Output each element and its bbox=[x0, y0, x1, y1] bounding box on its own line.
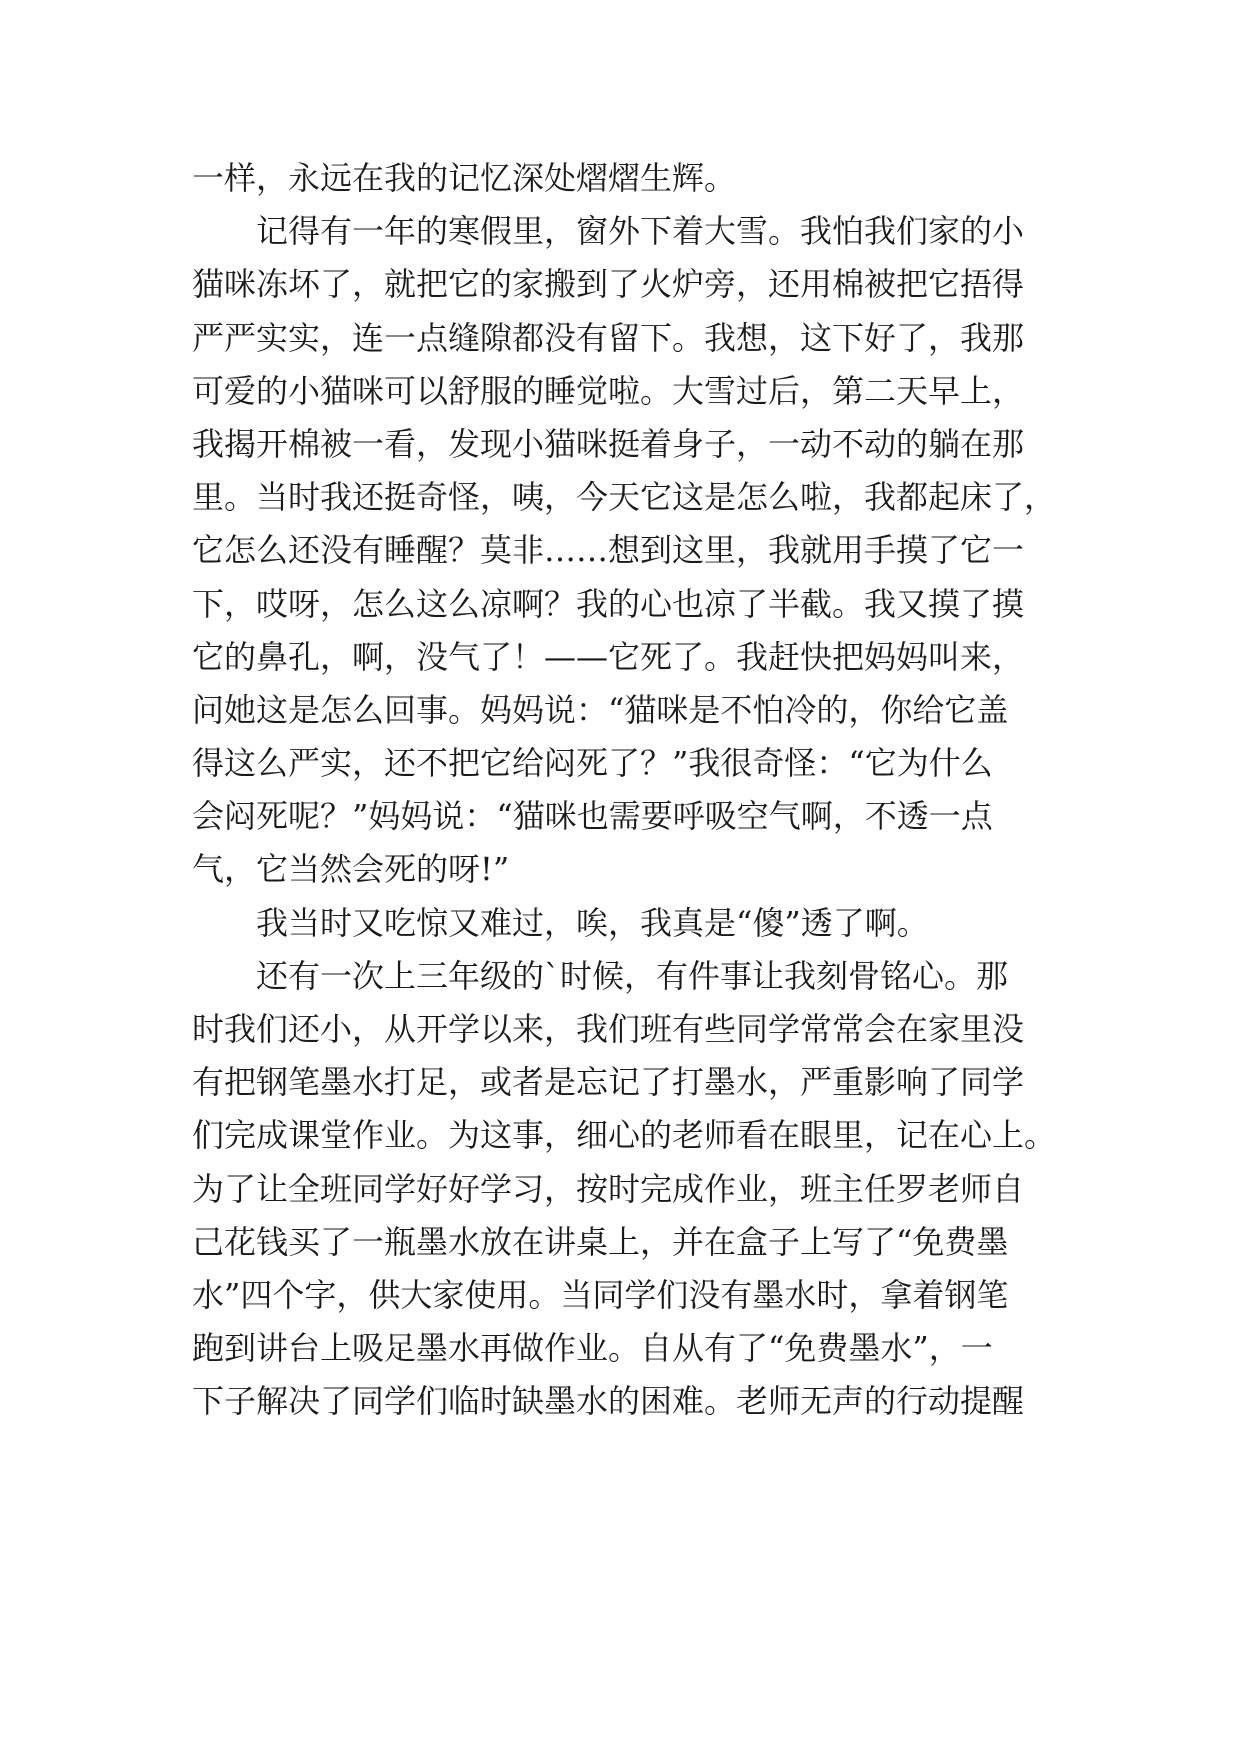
text-line: 可爱的小猫咪可以舒服的睡觉啦。大雪过后，第二天早上， bbox=[192, 371, 1025, 410]
text-line: 猫咪冻坏了，就把它的家搬到了火炉旁，还用棉被把它捂得 bbox=[192, 265, 1025, 304]
text-line: 严严实实，连一点缝隙都没有留下。我想，这下好了，我那 bbox=[192, 318, 1025, 357]
text-line: 时我们还小，从开学以来，我们班有些同学常常会在家里没 bbox=[192, 1010, 1025, 1048]
text-line: 里。当时我还挺奇怪，咦，今天它这是怎么啦，我都起床了， bbox=[192, 478, 1057, 517]
text-line: 问她这是怎么回事。妈妈说：“猫咪是不怕冷的，你给它盖 bbox=[192, 690, 1009, 729]
text-line: 我当时又吃惊又难过，唉，我真是“傻”透了啊。 bbox=[256, 903, 929, 942]
text-line: 会闷死呢？”妈妈说：“猫咪也需要呼吸空气啊，不透一点 bbox=[192, 797, 993, 836]
text-line: 得这么严实，还不把它给闷死了？”我很奇怪：“它为什么 bbox=[192, 744, 993, 783]
text-line: 水”四个字，供大家使用。当同学们没有墨水时，拿着钢笔 bbox=[192, 1275, 1009, 1314]
text-line: 有把钢笔墨水打足，或者是忘记了打墨水，严重影响了同学 bbox=[192, 1063, 1025, 1102]
text-line: 跑到讲台上吸足墨水再做作业。自从有了“免费墨水”，一 bbox=[192, 1329, 993, 1368]
text-line: 记得有一年的寒假里，窗外下着大雪。我怕我们家的小 bbox=[256, 212, 1025, 251]
text-line: 下，哎呀，怎么这么凉啊？我的心也凉了半截。我又摸了摸 bbox=[192, 584, 1025, 623]
text-line: 它怎么还没有睡醒？莫非……想到这里，我就用手摸了它一 bbox=[192, 531, 1025, 570]
text-line: 为了让全班同学好好学习，按时完成作业，班主任罗老师自 bbox=[192, 1169, 1025, 1208]
text-line: 它的鼻孔，啊，没气了！——它死了。我赶快把妈妈叫来， bbox=[192, 637, 1025, 676]
text-line: 下子解决了同学们临时缺墨水的困难。老师无声的行动提醒 bbox=[192, 1382, 1025, 1421]
text-line: 我揭开棉被一看，发现小猫咪挺着身子，一动不动的躺在那 bbox=[192, 424, 1025, 463]
text-line: 一样，永远在我的记忆深处熠熠生辉。 bbox=[192, 159, 737, 197]
text-line: 气，它当然会死的呀!” bbox=[192, 850, 510, 889]
body-text bbox=[192, 152, 1072, 1429]
text-line: 们完成课堂作业。为这事，细心的老师看在眼里，记在心上。 bbox=[192, 1116, 1057, 1155]
text-line: 还有一次上三年级的`时候，有件事让我刻骨铭心。那 bbox=[256, 956, 1009, 995]
text-line: 己花钱买了一瓶墨水放在讲桌上，并在盒子上写了“免费墨 bbox=[192, 1222, 1009, 1261]
